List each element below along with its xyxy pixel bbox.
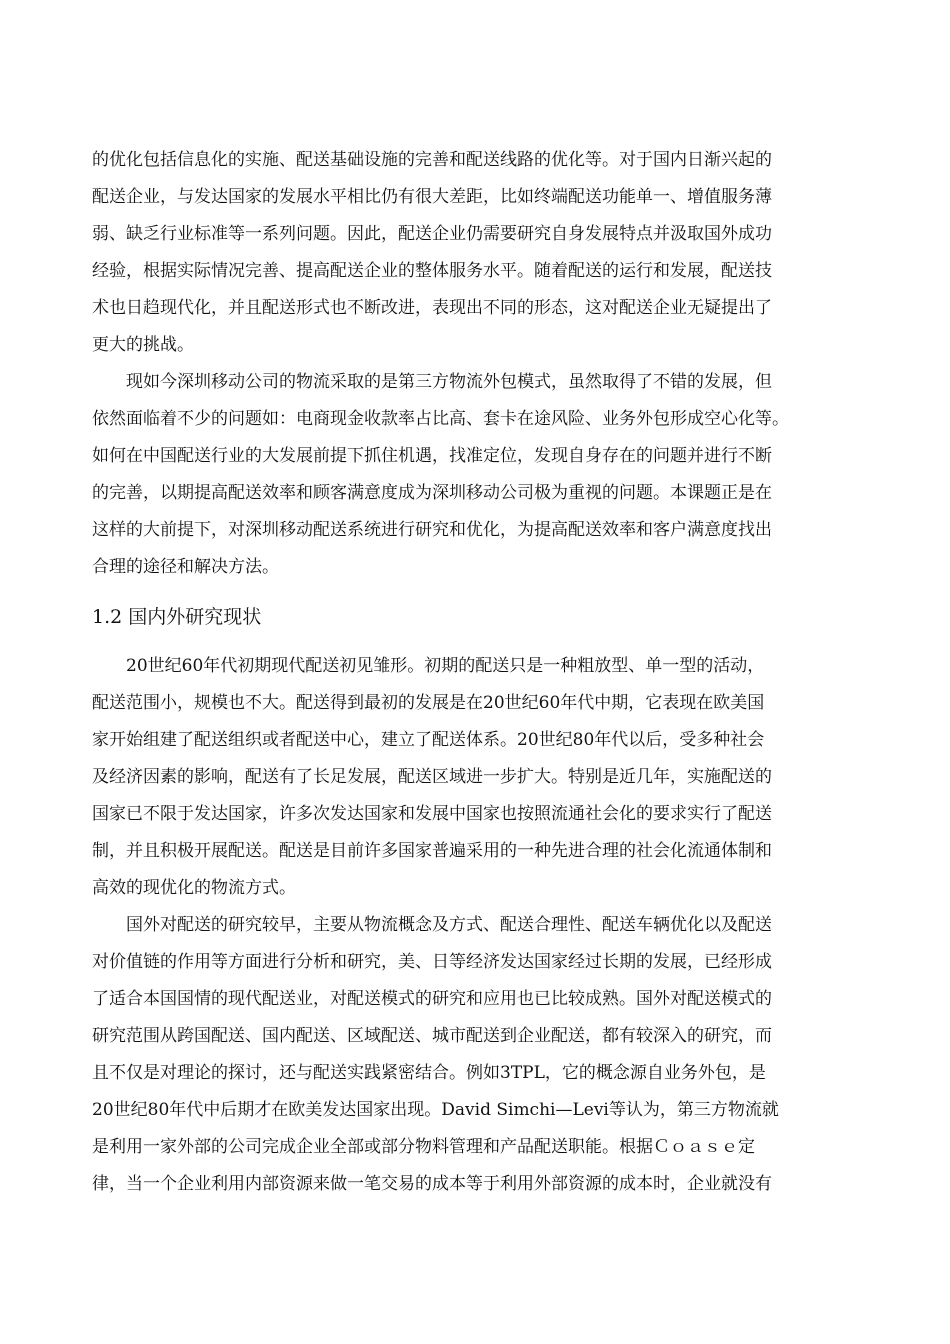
paragraph-1-line-5: 术也日趋现代化，并且配送形式也不断改进，表现出不同的形态，这对配送企业无疑提出了 bbox=[92, 298, 772, 318]
paragraph-2-line-4: 的完善，以期提高配送效率和顾客满意度成为深圳移动公司极为重视的问题。本课题正是在 bbox=[92, 483, 772, 503]
paragraph-3-line-7: 高效的现优化的物流方式。 bbox=[92, 878, 296, 898]
paragraph-3-line-2: 配送范围小，规模也不大。配送得到最初的发展是在20世纪60年代中期，它表现在欧美国 bbox=[92, 693, 765, 713]
paragraph-4-line-6: 20世纪80年代中后期才在欧美发达国家出现。David Simchi—Levi等认为，第三方物流就 bbox=[92, 1100, 779, 1120]
paragraph-1-line-3: 弱、缺乏行业标准等一系列问题。因此，配送企业仍需要研究自身发展特点并汲取国外成功 bbox=[92, 224, 772, 244]
paragraph-4-line-2: 对价值链的作用等方面进行分析和研究，美、日等经济发达国家经过长期的发展，已经形成 bbox=[92, 952, 772, 972]
paragraph-2-line-6: 合理的途径和解决方法。 bbox=[92, 557, 279, 577]
paragraph-1-line-6: 更大的挑战。 bbox=[92, 335, 194, 355]
paragraph-3-line-3: 家开始组建了配送组织或者配送中心，建立了配送体系。20世纪80年代以后，受多种社会 bbox=[92, 730, 765, 750]
section-heading: 1.2 国内外研究现状 bbox=[92, 606, 262, 628]
paragraph-4-line-8: 律，当一个企业利用内部资源来做一笔交易的成本等于利用外部资源的成本时，企业就没有 bbox=[92, 1174, 772, 1194]
paragraph-2-line-3: 如何在中国配送行业的大发展前提下抓住机遇，找准定位，发现自身存在的问题并进行不断 bbox=[92, 446, 772, 466]
paragraph-2-line-1: 现如今深圳移动公司的物流采取的是第三方物流外包模式，虽然取得了不错的发展，但 bbox=[126, 372, 772, 392]
paragraph-2-line-2: 依然面临着不少的问题如：电商现金收款率占比高、套卡在途风险、业务外包形成空心化等。 bbox=[92, 409, 789, 429]
paragraph-1-line-4: 经验，根据实际情况完善、提高配送企业的整体服务水平。随着配送的运行和发展，配送技 bbox=[92, 261, 772, 281]
paragraph-2-line-5: 这样的大前提下，对深圳移动配送系统进行研究和优化，为提高配送效率和客户满意度找出 bbox=[92, 520, 772, 540]
paragraph-3-line-1: 20世纪60年代初期现代配送初见雏形。初期的配送只是一种粗放型、单一型的活动， bbox=[126, 656, 765, 676]
paragraph-4-line-4: 研究范围从跨国配送、国内配送、区域配送、城市配送到企业配送，都有较深入的研究，而 bbox=[92, 1026, 772, 1046]
paragraph-1-line-1: 的优化包括信息化的实施、配送基础设施的完善和配送线路的优化等。对于国内日渐兴起的 bbox=[92, 150, 772, 170]
paragraph-3-line-5: 国家已不限于发达国家，许多次发达国家和发展中国家也按照流通社会化的要求实行了配送 bbox=[92, 804, 772, 824]
paragraph-3-line-4: 及经济因素的影响，配送有了长足发展，配送区域进一步扩大。特别是近几年，实施配送的 bbox=[92, 767, 772, 787]
paragraph-4-line-1: 国外对配送的研究较早，主要从物流概念及方式、配送合理性、配送车辆优化以及配送 bbox=[126, 915, 772, 935]
paragraph-3-line-6: 制，并且积极开展配送。配送是目前许多国家普遍采用的一种先进合理的社会化流通体制和 bbox=[92, 841, 772, 861]
paragraph-4-line-7: 是利用一家外部的公司完成企业全部或部分物料管理和产品配送职能。根据Ｃｏａｓｅ定 bbox=[92, 1137, 755, 1157]
paragraph-1-line-2: 配送企业，与发达国家的发展水平相比仍有很大差距，比如终端配送功能单一、增值服务薄 bbox=[92, 187, 772, 207]
paragraph-4-line-3: 了适合本国国情的现代配送业，对配送模式的研究和应用也已比较成熟。国外对配送模式的 bbox=[92, 989, 772, 1009]
paragraph-4-line-5: 且不仅是对理论的探讨，还与配送实践紧密结合。例如3TPL，它的概念源自业务外包，是 bbox=[92, 1063, 766, 1083]
